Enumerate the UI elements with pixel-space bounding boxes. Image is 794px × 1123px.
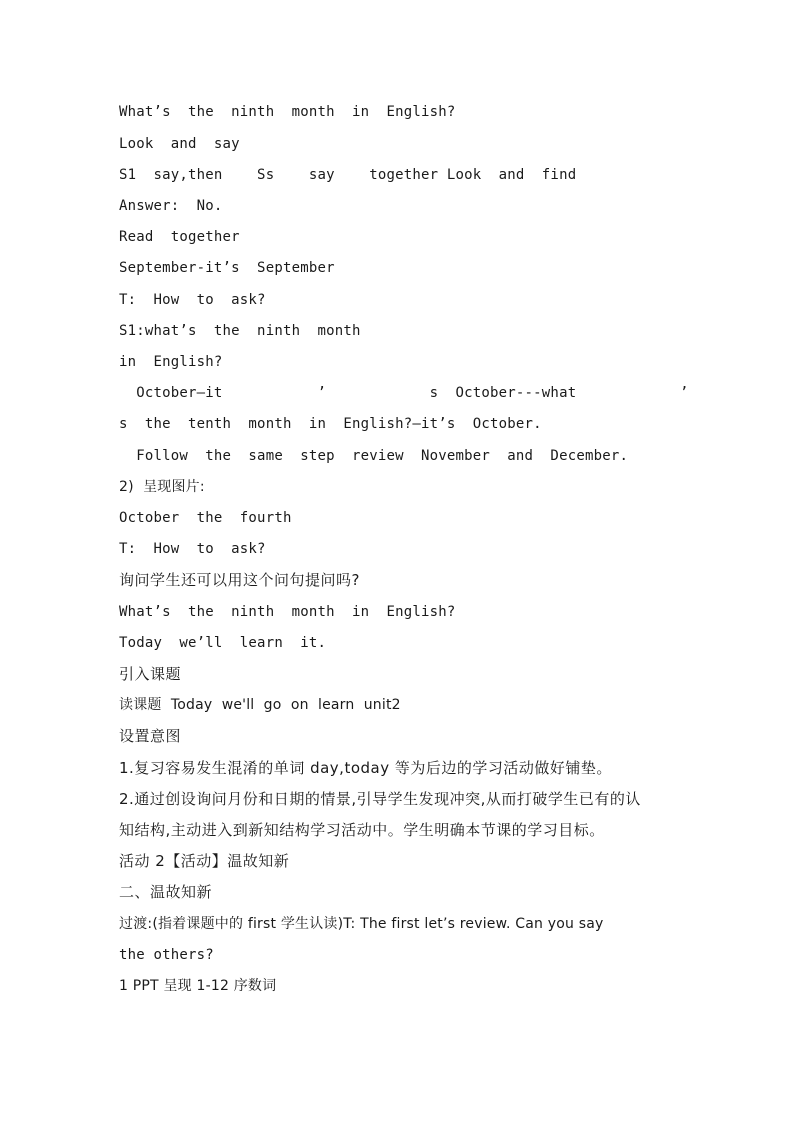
text-line: September-it’s September <box>119 260 335 276</box>
text-line: October—it ’ s October---what ’ <box>119 385 689 401</box>
text-line: 活动 2【活动】温故知新 <box>119 852 290 870</box>
text-line: Follow the same step review November and December. <box>119 448 629 464</box>
text-line: S1 say,then Ss say together Look and find <box>119 167 577 183</box>
text-line: 2.通过创设询问月份和日期的情景,引导学生发现冲突,从而打破学生已有的认 <box>119 790 641 808</box>
text-line: 过渡:(指着课题中的 first 学生认读)T: The first let’s review. Can you say <box>119 916 604 932</box>
text-line: 读课题 Today we'll go on learn unit2 <box>119 697 401 713</box>
text-line: Look and say <box>119 136 240 152</box>
text-line: 二、温故知新 <box>119 883 213 901</box>
text-line: 引入课题 <box>119 665 182 683</box>
text-line: T: How to ask? <box>119 541 266 557</box>
text-line: 2) 呈现图片: <box>119 479 205 495</box>
text-line: 知结构,主动进入到新知结构学习活动中。学生明确本节课的学习目标。 <box>119 821 605 839</box>
text-line: s the tenth month in English?—it’s October. <box>119 416 542 432</box>
text-line: Today we’ll learn it. <box>119 635 327 651</box>
text-line: 设置意图 <box>119 727 182 745</box>
text-line: What’s the ninth month in English? <box>119 104 456 120</box>
text-line: What’s the ninth month in English? <box>119 604 456 620</box>
text-line: 询问学生还可以用这个问句提问吗? <box>119 571 360 589</box>
text-line: October the fourth <box>119 510 292 526</box>
text-line: 1.复习容易发生混淆的单词 day,today 等为后边的学习活动做好铺垫。 <box>119 759 612 777</box>
text-line: S1:what’s the ninth month <box>119 323 361 339</box>
text-line: the others? <box>119 947 214 963</box>
text-line: Answer: No. <box>119 198 223 214</box>
text-line: 1 PPT 呈现 1-12 序数词 <box>119 978 277 994</box>
text-line: Read together <box>119 229 240 245</box>
text-line: in English? <box>119 354 223 370</box>
text-line: T: How to ask? <box>119 292 266 308</box>
